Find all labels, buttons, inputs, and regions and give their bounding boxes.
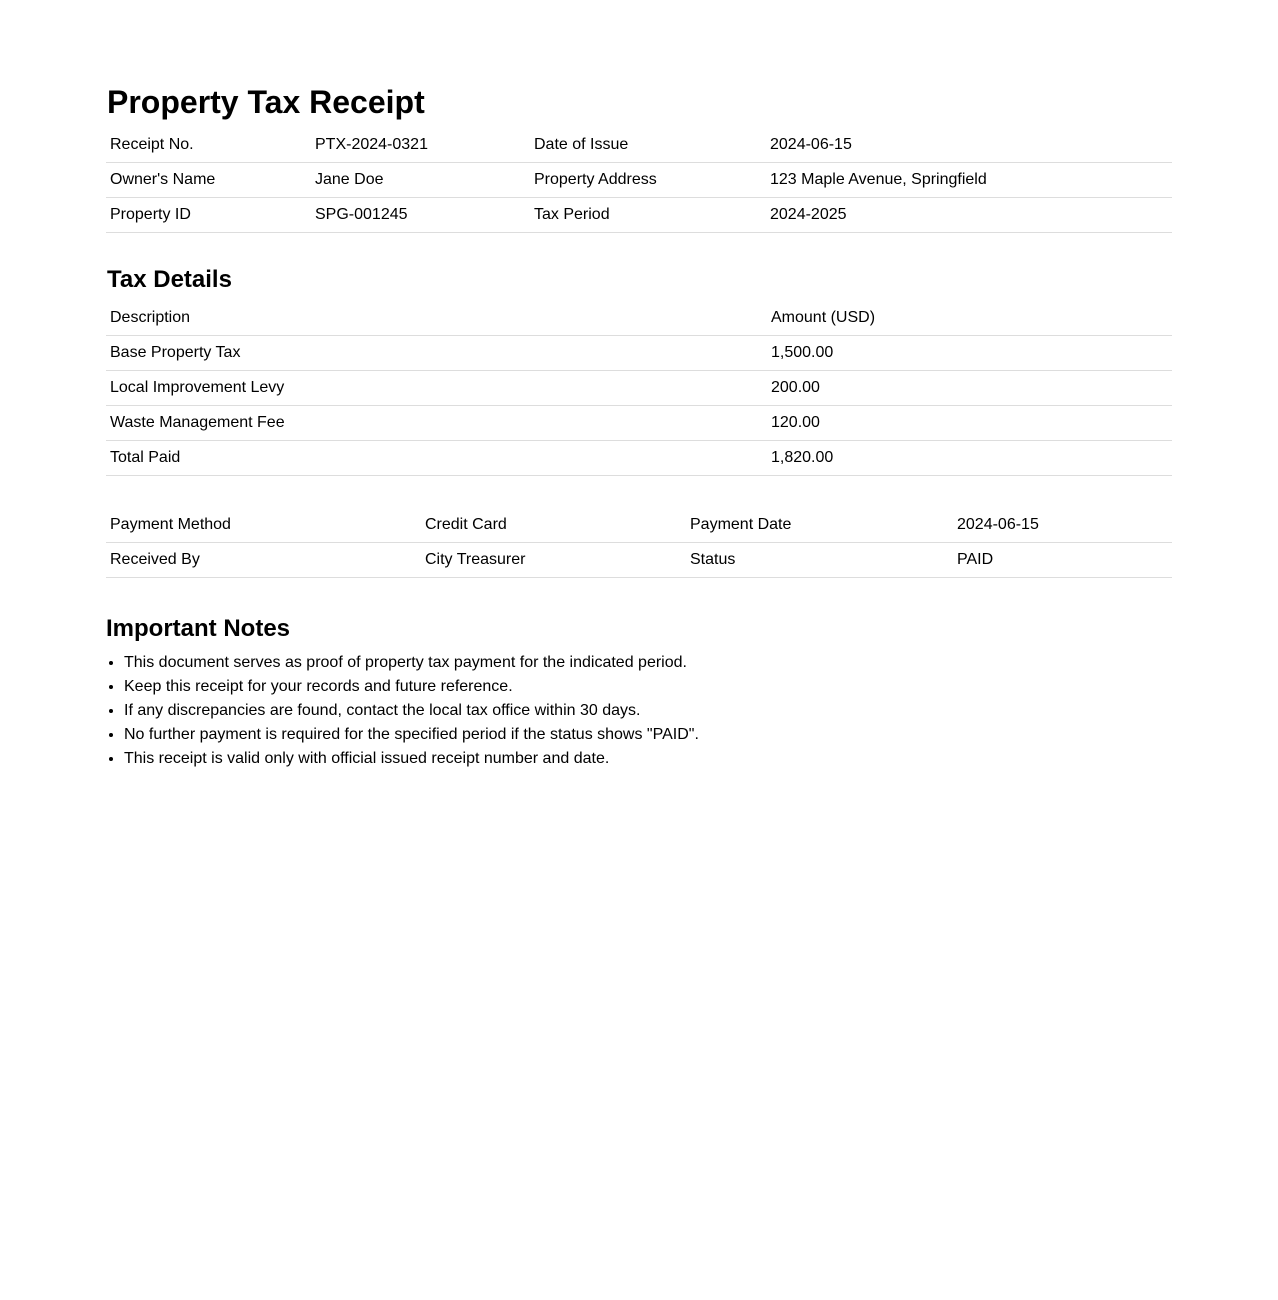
tax-details-table (106, 301, 1172, 476)
receipt-info-table (106, 128, 1172, 233)
payment-date-value: 2024-06-15 (953, 508, 1172, 543)
amount-column-header: Amount (USD) (767, 301, 1172, 336)
tax-period-value: 2024-2025 (766, 198, 1172, 233)
property-address-value: 123 Maple Avenue, Springfield (766, 163, 1172, 198)
receipt-no-label: Receipt No. (106, 128, 311, 163)
tax-item-amount: 1,500.00 (767, 336, 1172, 371)
tax-period-label: Tax Period (530, 198, 766, 233)
date-of-issue-value: 2024-06-15 (766, 128, 1172, 163)
status-label: Status (686, 543, 953, 578)
list-item: • This receipt is valid only with official issued receipt number and date. (124, 747, 699, 771)
tax-item-description: Base Property Tax (106, 336, 767, 371)
list-item: • This document serves as proof of property tax payment for the indicated period. (124, 651, 699, 675)
date-of-issue-label: Date of Issue (530, 128, 766, 163)
total-row (106, 441, 1172, 476)
table-row (106, 508, 1172, 543)
received-by-value: City Treasurer (421, 543, 686, 578)
table-row (106, 406, 1172, 441)
owner-name-label: Owner's Name (106, 163, 311, 198)
list-item: • Keep this receipt for your records and future reference. (124, 675, 699, 699)
table-header-row (106, 301, 1172, 336)
table-row (106, 198, 1172, 233)
list-item: • No further payment is required for the specified period if the status shows "PAID". (124, 723, 699, 747)
table-row (106, 543, 1172, 578)
received-by-label: Received By (106, 543, 421, 578)
table-row (106, 371, 1172, 406)
property-address-label: Property Address (530, 163, 766, 198)
tax-details-heading: Tax Details (107, 266, 232, 293)
table-row (106, 336, 1172, 371)
payment-method-label: Payment Method (106, 508, 421, 543)
important-notes-heading: Important Notes (106, 615, 291, 642)
tax-item-description: Waste Management Fee (106, 406, 767, 441)
property-id-value: SPG-001245 (311, 198, 530, 233)
tax-item-description: Local Improvement Levy (106, 371, 767, 406)
receipt-no-value: PTX-2024-0321 (311, 128, 530, 163)
tax-item-amount: 120.00 (767, 406, 1172, 441)
payment-method-value: Credit Card (421, 508, 686, 543)
property-id-label: Property ID (106, 198, 311, 233)
total-paid-amount: 1,820.00 (767, 441, 1172, 476)
table-row (106, 128, 1172, 163)
payment-date-label: Payment Date (686, 508, 953, 543)
tax-item-amount: 200.00 (767, 371, 1172, 406)
table-row (106, 163, 1172, 198)
status-value: PAID (953, 543, 1172, 578)
total-paid-label: Total Paid (106, 441, 767, 476)
page-title: Property Tax Receipt (107, 84, 425, 120)
description-column-header: Description (106, 301, 767, 336)
list-item: • If any discrepancies are found, contact the local tax office within 30 days. (124, 699, 699, 723)
notes-list (106, 651, 699, 771)
owner-name-value: Jane Doe (311, 163, 530, 198)
payment-info-table (106, 508, 1172, 578)
